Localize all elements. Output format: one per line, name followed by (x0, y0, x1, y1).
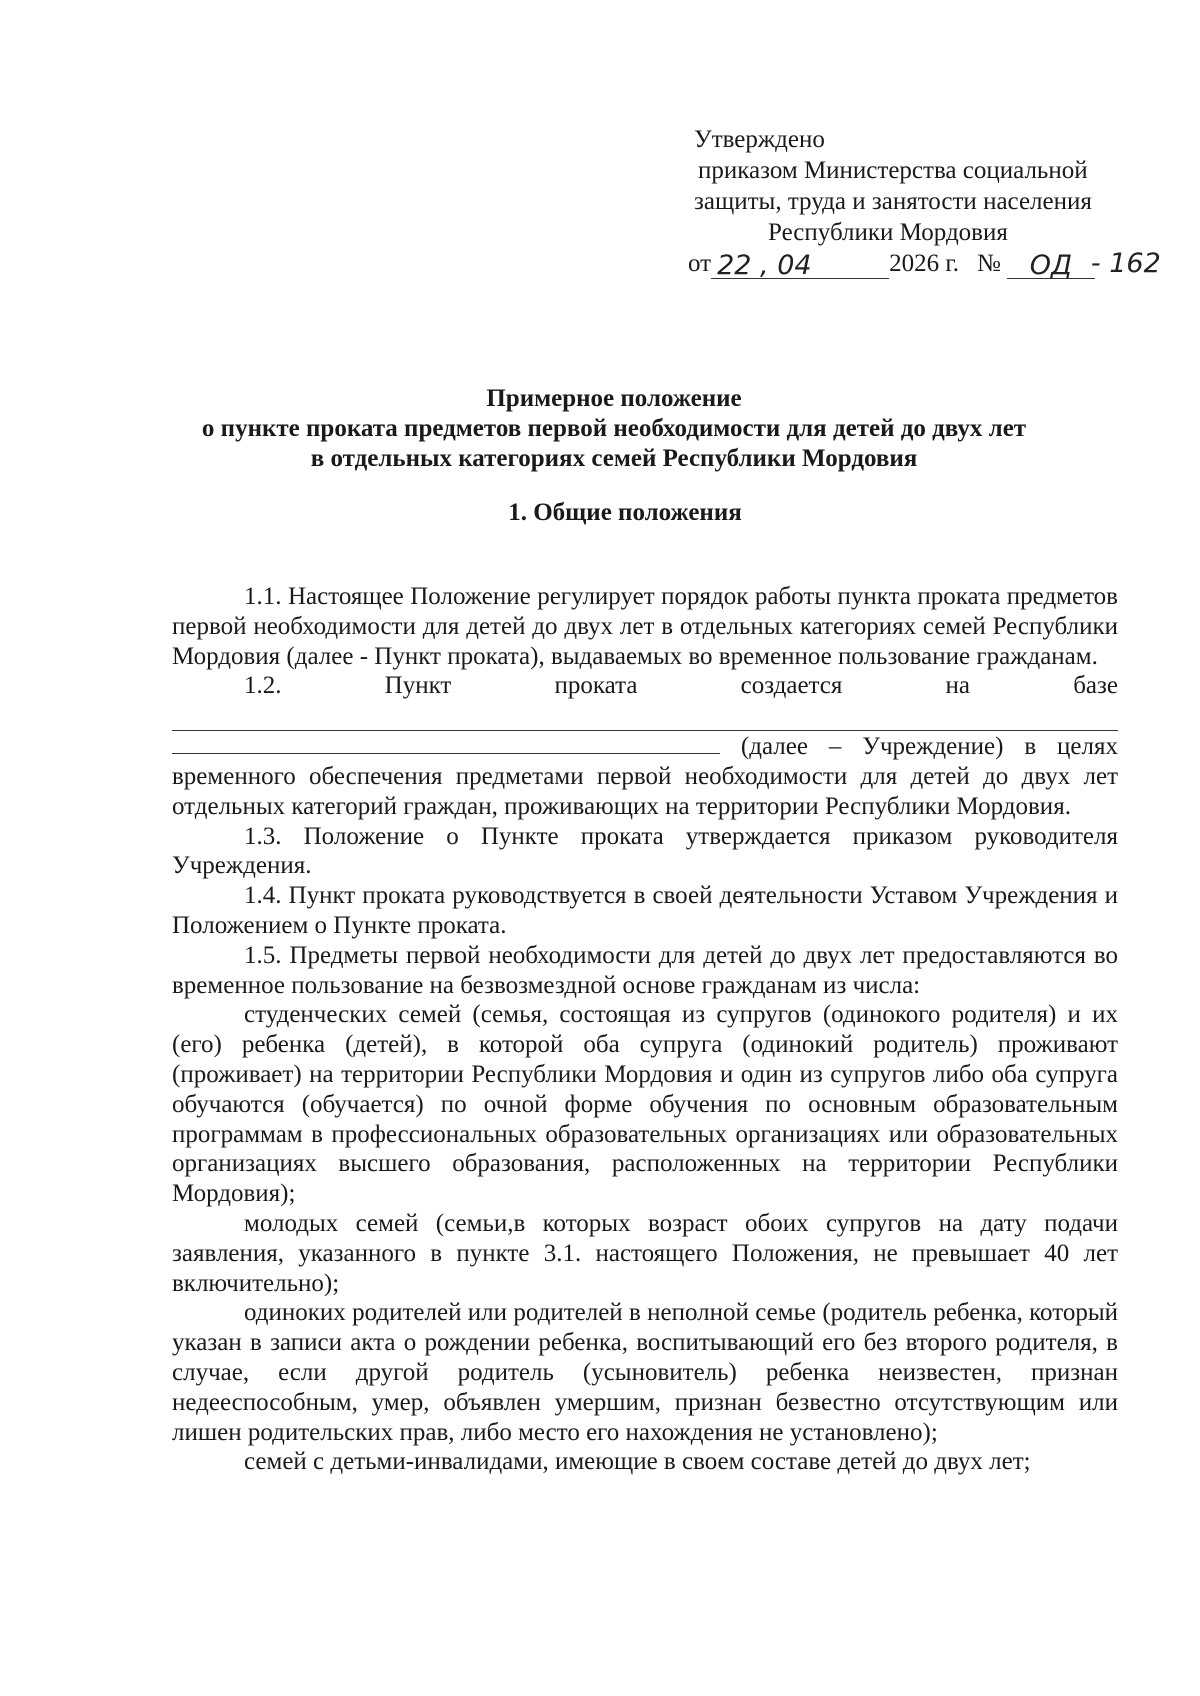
approval-by-order: приказом Министерства социальной (698, 157, 1088, 184)
short-blank-line (172, 731, 720, 754)
approval-block (688, 124, 1161, 279)
category-single-parents: одиноких родителей или родителей в неполной семье (родитель ребенка, который указан в записи акта о рождении ребенка, воспитывающий его без второго родителя, в случае, если другой родитель (усыновитель) ребенка неизвестен, признан недееспособным, умер, объявлен умершим, признан безвестно отсутствующим или лишен родительских прав, либо место его нахождения не установлено); (172, 1299, 1118, 1446)
date-handwritten: 22 , 04 (717, 250, 812, 281)
paragraph-1-2-text: (далее – Учреждение) в целях временного обеспечения предметами первой необходимости для детей до двух лет отдельных категорий граждан, проживающих на территории Республики Мордовия. (172, 733, 1119, 820)
category-disabled-children: семей с детьми-инвалидами, имеющие в своем составе детей до двух лет; (244, 1448, 1031, 1476)
title-line-2: о пункте проката предметов первой необходимости для детей до двух лет (201, 415, 1027, 442)
date-field (711, 250, 889, 279)
paragraph-1-2-continuation (172, 731, 1118, 821)
paragraph-1-3: 1.3. Положение о Пункте проката утверждается приказом руководителя Учреждения. (172, 822, 1118, 880)
category-students: студенческих семей (семья, состоящая из супругов (одинокого родителя) и их (его) ребенка (детей), в которой оба супруга (одинокий родитель) проживают (проживает) на территории Республики Мордовия и один из супругов либо оба супруга обучаются (обучается) по очной форме обучения по основным образовательным программам в профессиональных образовательных организациях или образовательных организациях высшего образования, расположенных на территории Республики Мордовия); (172, 1001, 1118, 1208)
title-line-1: Примерное положение (486, 385, 742, 412)
paragraph-1-2-start: 1.2. Пункт проката создается на базе (244, 672, 1118, 700)
approval-approved: Утверждено (694, 126, 825, 153)
approval-republic: Республики Мордовия (768, 219, 1008, 246)
category-young-families: молодых семей (семьи,в которых возраст обоих супругов на дату подачи заявления, указанного в пункте 3.1. настоящего Положения, не превышает 40 лет включительно); (172, 1209, 1118, 1297)
paragraph-1-5: 1.5. Предметы первой необходимости для детей до двух лет предоставляются во временное пользование на безвозмездной основе гражданам из числа: (172, 941, 1118, 999)
year-text: 2026 г. (889, 250, 960, 277)
document-body (172, 582, 1118, 1477)
approval-date-line (688, 248, 1161, 279)
title-line-3: в отдельных категориях семей Республики Мордовия (310, 445, 918, 472)
number-field (1007, 250, 1095, 279)
number-sign: № (977, 250, 1001, 277)
approval-ministry: защиты, труда и занятости населения (694, 188, 1092, 215)
paragraph-1-1: 1.1. Настоящее Положение регулирует порядок работы пункта проката предметов первой необходимости для детей до двух лет в отдельных категориях семей Республики Мордовия (далее - Пункт проката), выдаваемых во временное пользование гражданам. (172, 583, 1118, 670)
date-prefix: от (688, 250, 712, 277)
blank-line (172, 701, 1118, 731)
section-1-heading: 1. Общие положения (508, 499, 742, 526)
number-suffix: - 162 (1090, 248, 1161, 279)
document-title (0, 384, 1200, 474)
paragraph-1-4: 1.4. Пункт проката руководствуется в своей деятельности Уставом Учреждения и Положением о Пункте проката. (172, 882, 1118, 939)
number-handwritten: ОД (1029, 250, 1073, 281)
